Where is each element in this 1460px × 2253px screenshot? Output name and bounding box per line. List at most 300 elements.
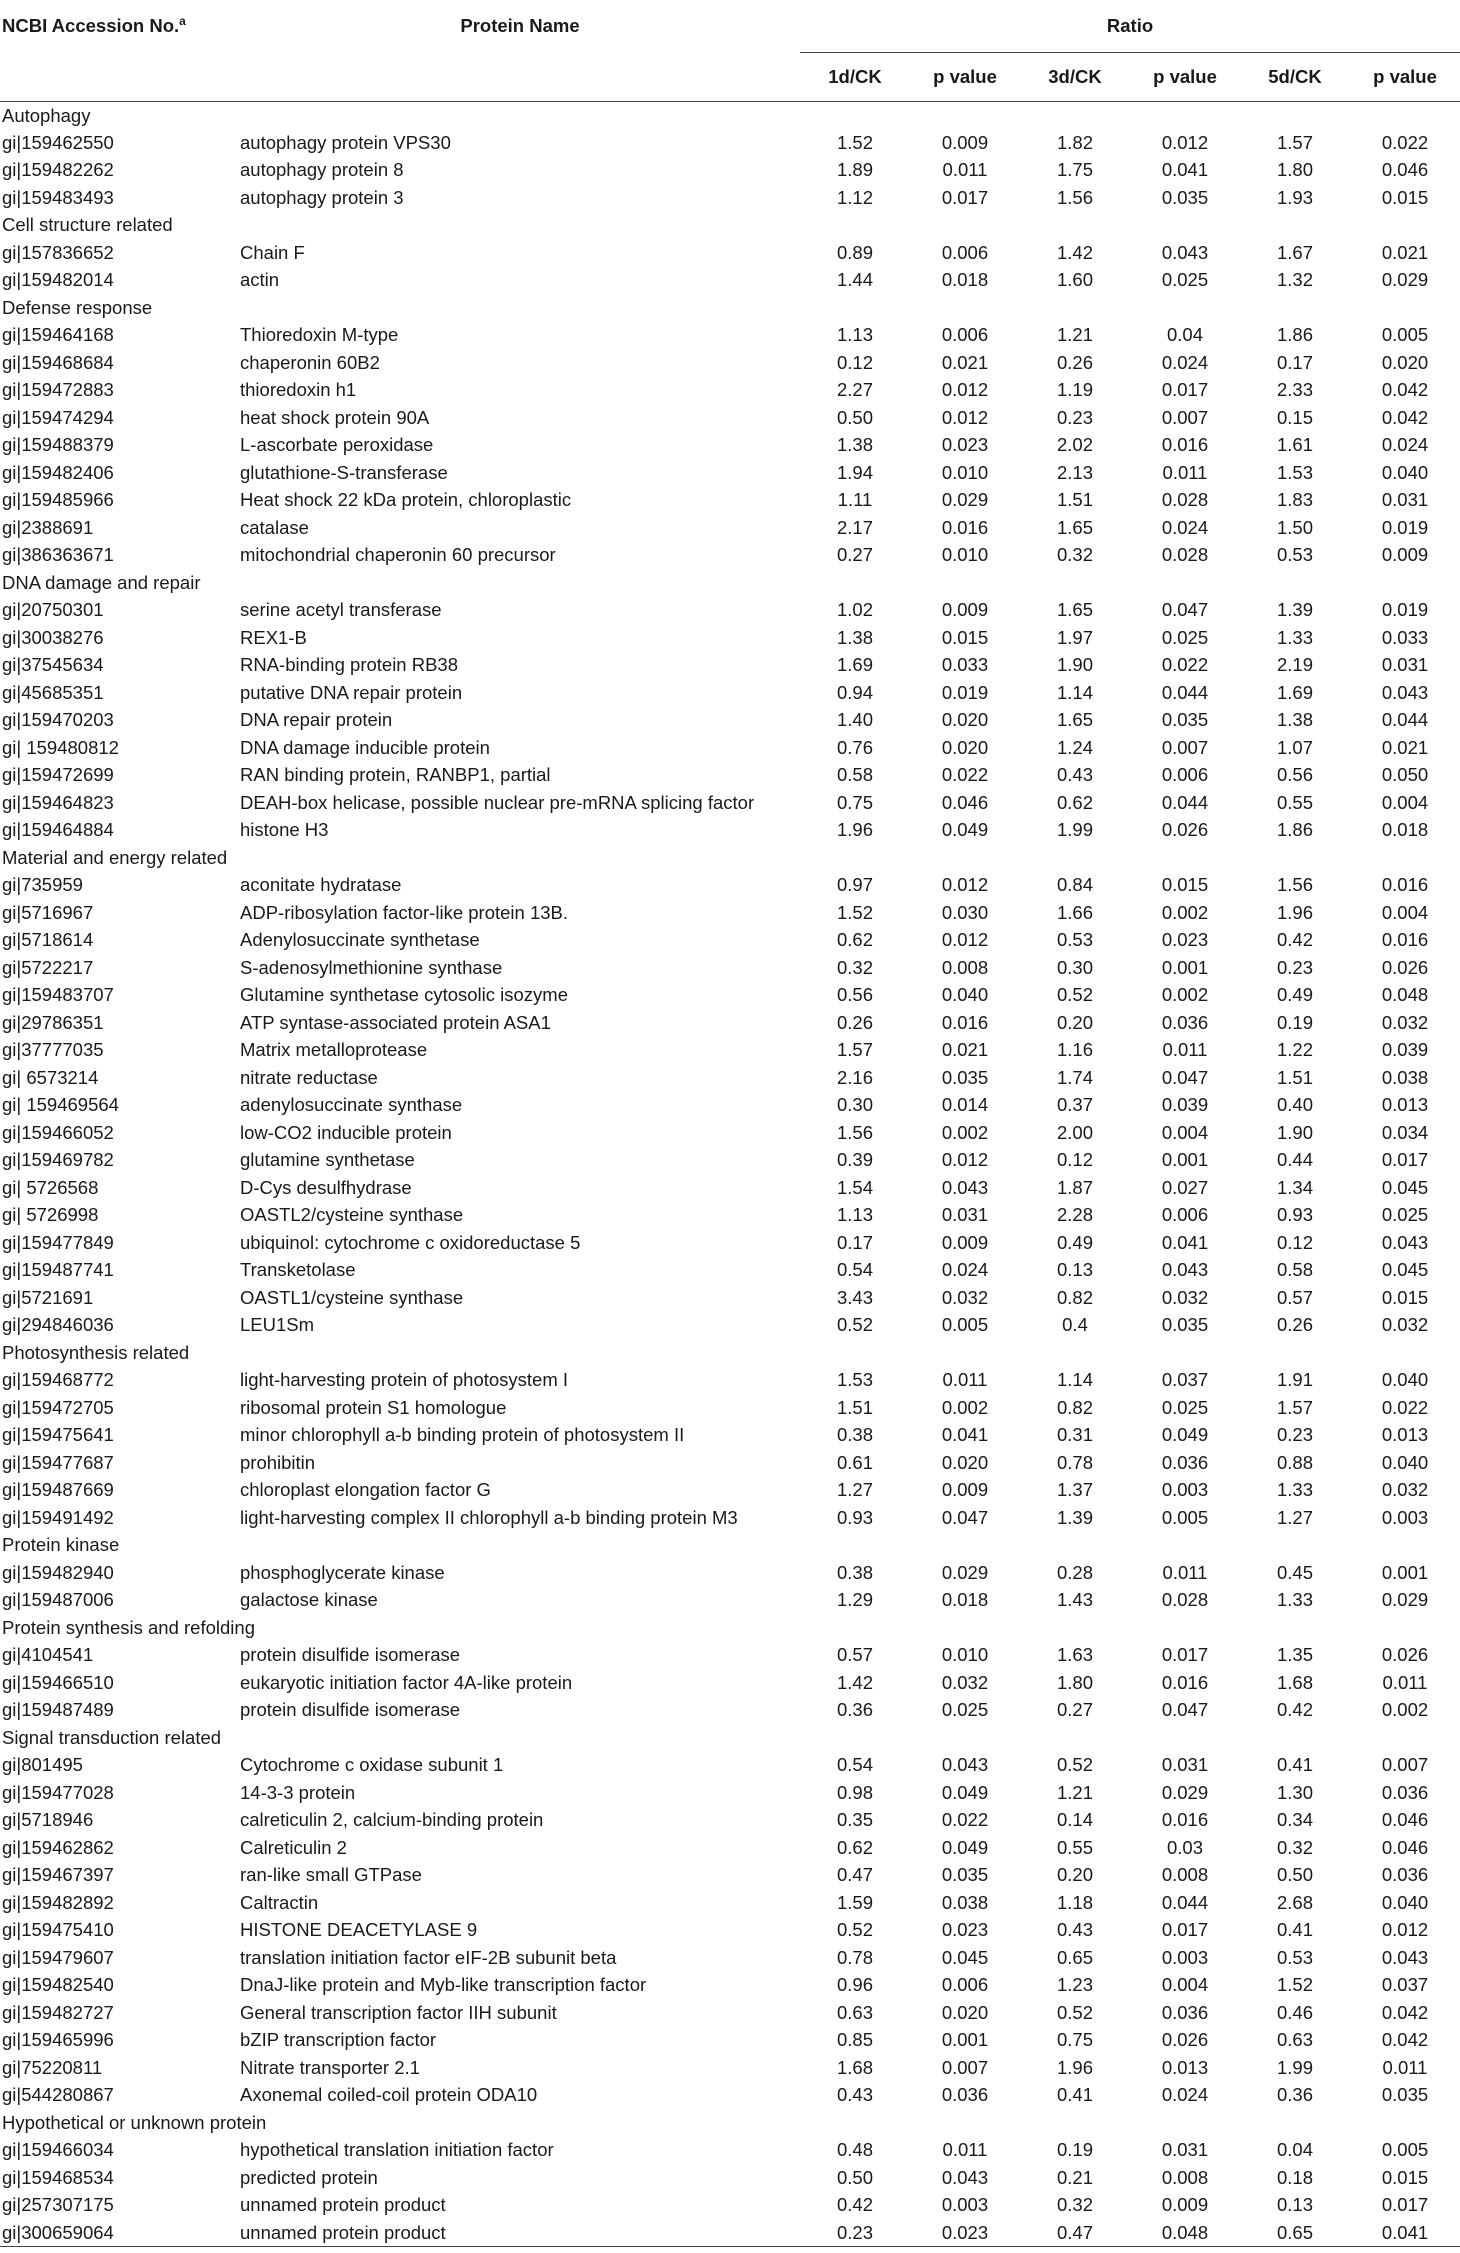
accession-cell: gi|159482727 xyxy=(2,2001,114,2023)
p-value-3d-cell: 0.004 xyxy=(1161,1121,1209,1143)
ratio-5d-cell: 2.19 xyxy=(1276,654,1313,676)
p-value-1d-cell: 0.011 xyxy=(942,1369,988,1391)
p-value-3d-cell: 0.011 xyxy=(1162,1561,1208,1583)
table-row xyxy=(0,1257,1460,1285)
table-row xyxy=(0,1587,1460,1615)
p-value-3d-cell: 0.025 xyxy=(1161,626,1209,648)
protein-name-cell: Caltractin xyxy=(240,1891,319,1913)
ratio-1d-cell: 1.56 xyxy=(836,1121,873,1143)
table-row xyxy=(0,1779,1460,1807)
accession-cell: gi|37777035 xyxy=(2,1039,104,1061)
p-value-1d-cell: 0.022 xyxy=(941,764,989,786)
accession-cell: gi|159464884 xyxy=(2,819,114,841)
category-label: Protein synthesis and refolding xyxy=(2,1616,255,1638)
ratio-1d-cell: 1.42 xyxy=(836,1671,873,1693)
table-row xyxy=(0,1559,1460,1587)
p-value-5d-cell: 0.041 xyxy=(1350,2219,1460,2247)
p-value-5d-cell: 0.013 xyxy=(1381,1094,1429,1116)
table-row xyxy=(0,624,1460,652)
p-value-5d-cell: 0.046 xyxy=(1381,1809,1429,1831)
table-row xyxy=(0,487,1460,515)
p-value-5d-cell: 0.050 xyxy=(1381,764,1429,786)
protein-name-cell: DEAH-box helicase, possible nuclear pre-mRNA splicing factor xyxy=(240,791,755,813)
p-value-3d-cell: 0.011 xyxy=(1162,461,1208,483)
accession-cell: gi|300659064 xyxy=(0,2219,240,2247)
ratio-5d-cell: 2.68 xyxy=(1276,1891,1313,1913)
ratio-1d-cell: 0.12 xyxy=(836,351,873,373)
ratio-5d-cell: 1.33 xyxy=(1276,1589,1313,1611)
p-value-1d-cell: 0.018 xyxy=(941,269,989,291)
protein-name-cell: Calreticulin 2 xyxy=(240,1836,347,1858)
ratio-1d-cell: 0.54 xyxy=(836,1259,873,1281)
p-value-5d-cell: 0.042 xyxy=(1381,379,1429,401)
ratio-5d-cell: 0.55 xyxy=(1276,791,1313,813)
ratio-5d-cell: 1.69 xyxy=(1276,681,1313,703)
ratio-1d-cell: 0.35 xyxy=(836,1809,873,1831)
p-value-5d-cell: 0.005 xyxy=(1381,2139,1429,2161)
accession-cell: gi|159482540 xyxy=(2,1974,114,1996)
ratio-3d-cell: 0.49 xyxy=(1056,1231,1093,1253)
table-row xyxy=(0,597,1460,625)
table-row xyxy=(0,2027,1460,2055)
protein-name-cell: glutathione-S-transferase xyxy=(240,461,448,483)
ratio-3d-cell: 0.53 xyxy=(1056,929,1093,951)
accession-cell: gi|159472705 xyxy=(2,1396,114,1418)
ratio-1d-cell: 1.13 xyxy=(836,1204,873,1226)
ratio-3d-cell: 0.43 xyxy=(1056,1919,1093,1941)
table-row xyxy=(0,1972,1460,2000)
p-value-3d-cell: 0.025 xyxy=(1161,1396,1209,1418)
accession-cell: gi|159468772 xyxy=(2,1369,114,1391)
p-value-1d-cell: 0.032 xyxy=(941,1671,989,1693)
protein-name-cell: protein disulfide isomerase xyxy=(240,1699,461,1721)
ratio-5d-cell: 0.45 xyxy=(1276,1561,1313,1583)
ratio-1d-cell: 1.27 xyxy=(836,1479,873,1501)
p-value-1d-cell: 0.023 xyxy=(941,1919,989,1941)
ratio-3d-cell: 1.24 xyxy=(1056,736,1093,758)
p-value-3d-cell: 0.039 xyxy=(1161,1094,1209,1116)
p-value-5d-cell: 0.017 xyxy=(1381,2194,1429,2216)
ratio-1d-cell: 1.12 xyxy=(836,186,873,208)
table-row xyxy=(0,1037,1460,1065)
ratio-1d-cell: 0.47 xyxy=(836,1864,873,1886)
table-row xyxy=(0,2137,1460,2165)
ratio-5d-cell: 0.41 xyxy=(1276,1919,1313,1941)
p-value-3d-cell: 0.007 xyxy=(1161,736,1209,758)
ratio-3d-cell: 1.42 xyxy=(1056,241,1093,263)
ratio-3d-cell: 0.14 xyxy=(1056,1809,1093,1831)
p-value-3d-cell: 0.028 xyxy=(1161,489,1209,511)
p-value-3d-cell: 0.003 xyxy=(1161,1479,1209,1501)
p-value-3d-cell: 0.049 xyxy=(1161,1424,1209,1446)
ratio-3d-cell: 0.52 xyxy=(1056,1754,1093,1776)
p-value-5d-cell: 0.021 xyxy=(1381,736,1429,758)
p-value-3d-cell: 0.017 xyxy=(1161,1919,1209,1941)
p-value-1d-cell: 0.020 xyxy=(941,709,989,731)
ratio-5d-cell: 0.42 xyxy=(1276,1699,1313,1721)
category-label: Material and energy related xyxy=(2,846,228,868)
ratio-1d-cell: 0.54 xyxy=(836,1754,873,1776)
p-value-1d-cell: 0.031 xyxy=(941,1204,989,1226)
ratio-1d-cell: 0.97 xyxy=(836,874,873,896)
ratio-1d-cell: 0.50 xyxy=(836,406,873,428)
protein-name-cell: serine acetyl transferase xyxy=(240,599,442,621)
p-value-5d-cell: 0.017 xyxy=(1381,1149,1429,1171)
ratio-5d-cell: 1.96 xyxy=(1276,901,1313,923)
ratio-3d-cell: 0.82 xyxy=(1056,1286,1093,1308)
ratio-5d-cell: 1.07 xyxy=(1276,736,1313,758)
ratio-3d-cell: 0.41 xyxy=(1056,2084,1093,2106)
p-value-1d-cell: 0.029 xyxy=(941,1561,989,1583)
ratio-3d-cell: 1.23 xyxy=(1056,1974,1093,1996)
p-value-3d-cell: 0.048 xyxy=(1130,2219,1240,2247)
ratio-3d-cell: 1.96 xyxy=(1056,2056,1093,2078)
ratio-3d-cell: 1.65 xyxy=(1056,599,1093,621)
category-row xyxy=(0,844,1460,872)
p-value-5d-cell: 0.019 xyxy=(1381,516,1429,538)
p-value-5d-cell: 0.024 xyxy=(1381,434,1429,456)
p-value-1d-cell: 0.023 xyxy=(941,434,989,456)
p-value-1d-cell: 0.008 xyxy=(941,956,989,978)
p-value-5d-cell: 0.043 xyxy=(1381,1946,1429,1968)
p-value-1d-cell: 0.002 xyxy=(941,1396,989,1418)
accession-cell: gi|735959 xyxy=(2,874,83,896)
p-value-3d-cell: 0.035 xyxy=(1161,186,1209,208)
table-row xyxy=(0,817,1460,845)
ratio-5d-cell: 1.61 xyxy=(1276,434,1313,456)
table-row xyxy=(0,432,1460,460)
ratio-1d-cell: 0.62 xyxy=(836,929,873,951)
protein-name-cell: ubiquinol: cytochrome c oxidoreductase 5 xyxy=(240,1231,581,1253)
protein-name-cell: phosphoglycerate kinase xyxy=(240,1561,445,1583)
ratio-3d-cell: 0.32 xyxy=(1056,544,1093,566)
ratio-5d-cell: 1.68 xyxy=(1276,1671,1313,1693)
p-value-1d-cell: 0.035 xyxy=(941,1864,989,1886)
category-row xyxy=(0,1532,1460,1560)
accession-cell: gi|257307175 xyxy=(2,2194,114,2216)
ratio-3d-cell: 0.20 xyxy=(1056,1864,1093,1886)
protein-name-cell: RNA-binding protein RB38 xyxy=(240,654,459,676)
protein-name-cell: General transcription factor IIH subunit xyxy=(240,2001,557,2023)
ratio-5d-cell: 1.67 xyxy=(1276,241,1313,263)
ratio-5d-cell: 0.49 xyxy=(1276,984,1313,1006)
table-row xyxy=(0,184,1460,212)
p-value-5d-cell: 0.020 xyxy=(1381,351,1429,373)
p-value-3d-cell: 0.017 xyxy=(1161,1644,1209,1666)
ratio-5d-cell: 0.12 xyxy=(1276,1231,1313,1253)
ratio-3d-cell: 1.39 xyxy=(1056,1506,1093,1528)
ratio-1d-cell: 0.26 xyxy=(836,1011,873,1033)
p-value-1d-cell: 0.025 xyxy=(941,1699,989,1721)
p-value-5d-cell: 0.007 xyxy=(1381,1754,1429,1776)
ratio-1d-cell: 1.40 xyxy=(836,709,873,731)
accession-cell: gi|5716967 xyxy=(2,901,94,923)
p-value-5d-cell: 0.004 xyxy=(1381,791,1429,813)
accession-cell: gi| 5726998 xyxy=(2,1204,99,1226)
p-value-5d-cell: 0.015 xyxy=(1381,186,1429,208)
p-value-3d-cell: 0.041 xyxy=(1161,159,1209,181)
table-row xyxy=(0,872,1460,900)
accession-cell: gi|159488379 xyxy=(2,434,114,456)
p-value-5d-cell: 0.039 xyxy=(1381,1039,1429,1061)
accession-footnote-marker: a xyxy=(179,14,186,29)
accession-cell: gi|159468534 xyxy=(2,2166,114,2188)
col-header-p1: p value xyxy=(910,53,1020,102)
p-value-3d-cell: 0.003 xyxy=(1161,1946,1209,1968)
ratio-3d-cell: 1.97 xyxy=(1056,626,1093,648)
accession-cell: gi|2388691 xyxy=(2,516,94,538)
category-label: Signal transduction related xyxy=(2,1726,222,1748)
ratio-5d-cell: 1.90 xyxy=(1276,1121,1313,1143)
ratio-5d-cell: 1.39 xyxy=(1276,599,1313,621)
ratio-1d-cell: 0.38 xyxy=(836,1424,873,1446)
ratio-header-label: Ratio xyxy=(1106,15,1154,36)
table-row xyxy=(0,1202,1460,1230)
protein-name-cell: adenylosuccinate synthase xyxy=(240,1094,463,1116)
table-row xyxy=(0,1504,1460,1532)
p-value-1d-cell: 0.035 xyxy=(941,1066,989,1088)
header-spacer-2 xyxy=(240,53,800,102)
p-value-1d-cell: 0.012 xyxy=(941,929,989,951)
category-row xyxy=(0,294,1460,322)
ratio-5d-cell: 0.18 xyxy=(1276,2166,1313,2188)
p-value-3d-cell: 0.002 xyxy=(1161,984,1209,1006)
accession-cell: gi|30038276 xyxy=(2,626,104,648)
p-value-3d-cell: 0.006 xyxy=(1161,1204,1209,1226)
p-value-3d-cell: 0.047 xyxy=(1161,599,1209,621)
p-value-3d-cell: 0.047 xyxy=(1161,1699,1209,1721)
p-value-3d-cell: 0.027 xyxy=(1161,1176,1209,1198)
p-value-5d-cell: 0.018 xyxy=(1381,819,1429,841)
p-value-5d-cell: 0.032 xyxy=(1381,1011,1429,1033)
ratio-1d-cell: 1.57 xyxy=(836,1039,873,1061)
protein-name-cell: light-harvesting complex II chlorophyll a-b binding protein M3 xyxy=(240,1506,738,1528)
p-value-1d-cell: 0.043 xyxy=(941,2166,989,2188)
table-row xyxy=(0,1119,1460,1147)
p-value-5d-cell: 0.015 xyxy=(1381,2166,1429,2188)
accession-header xyxy=(0,0,240,53)
p-value-3d-cell: 0.024 xyxy=(1161,516,1209,538)
accession-cell: gi|801495 xyxy=(2,1754,83,1776)
ratio-5d-cell: 0.50 xyxy=(1276,1864,1313,1886)
ratio-3d-cell: 1.90 xyxy=(1056,654,1093,676)
accession-cell: gi|159479607 xyxy=(2,1946,114,1968)
p-value-5d-cell: 0.029 xyxy=(1381,269,1429,291)
accession-cell: gi|159475641 xyxy=(2,1424,114,1446)
p-value-3d-cell: 0.032 xyxy=(1161,1286,1209,1308)
table-row xyxy=(0,1752,1460,1780)
p-value-5d-cell: 0.022 xyxy=(1381,131,1429,153)
accession-cell: gi|5718946 xyxy=(2,1809,94,1831)
ratio-1d-cell: 0.89 xyxy=(836,241,873,263)
ratio-5d-cell: 0.04 xyxy=(1276,2139,1313,2161)
ratio-5d-cell: 0.36 xyxy=(1276,2084,1313,2106)
protein-name-cell: Cytochrome c oxidase subunit 1 xyxy=(240,1754,504,1776)
protein-name-cell: autophagy protein VPS30 xyxy=(240,131,451,153)
category-row xyxy=(0,102,1460,130)
p-value-1d-cell: 0.029 xyxy=(941,489,989,511)
p-value-1d-cell: 0.022 xyxy=(941,1809,989,1831)
p-value-3d-cell: 0.028 xyxy=(1161,544,1209,566)
ratio-5d-cell: 1.57 xyxy=(1276,1396,1313,1418)
ratio-1d-cell: 0.96 xyxy=(836,1974,873,1996)
accession-cell: gi|159477687 xyxy=(2,1451,114,1473)
p-value-5d-cell: 0.026 xyxy=(1381,956,1429,978)
p-value-3d-cell: 0.026 xyxy=(1161,2029,1209,2051)
ratio-5d-cell: 1.38 xyxy=(1276,709,1313,731)
p-value-5d-cell: 0.040 xyxy=(1381,1891,1429,1913)
p-value-3d-cell: 0.03 xyxy=(1166,1836,1203,1858)
table-row xyxy=(0,1312,1460,1340)
p-value-1d-cell: 0.038 xyxy=(941,1891,989,1913)
table-row xyxy=(0,707,1460,735)
ratio-3d-cell: 0.30 xyxy=(1056,956,1093,978)
ratio-3d-cell: 1.18 xyxy=(1056,1891,1093,1913)
p-value-1d-cell: 0.009 xyxy=(941,131,989,153)
p-value-5d-cell: 0.038 xyxy=(1381,1066,1429,1088)
accession-cell: gi|159482262 xyxy=(2,159,114,181)
table-row xyxy=(0,404,1460,432)
protein-name-cell: unnamed protein product xyxy=(240,2219,800,2247)
accession-cell: gi|159474294 xyxy=(2,406,114,428)
p-value-3d-cell: 0.009 xyxy=(1161,2194,1209,2216)
table-row xyxy=(0,789,1460,817)
p-value-5d-cell: 0.002 xyxy=(1381,1699,1429,1721)
ratio-3d-cell: 0.23 xyxy=(1056,406,1093,428)
ratio-1d-cell: 1.38 xyxy=(836,434,873,456)
ratio-1d-cell: 1.11 xyxy=(837,489,873,511)
ratio-5d-cell: 1.57 xyxy=(1276,131,1313,153)
table-body xyxy=(0,102,1460,2247)
ratio-1d-cell: 1.69 xyxy=(836,654,873,676)
category-label: Hypothetical or unknown protein xyxy=(2,2111,267,2133)
p-value-1d-cell: 0.006 xyxy=(941,241,989,263)
protein-name-cell: 14-3-3 protein xyxy=(240,1781,356,1803)
p-value-1d-cell: 0.016 xyxy=(941,1011,989,1033)
p-value-1d-cell: 0.040 xyxy=(941,984,989,1006)
ratio-1d-cell: 0.98 xyxy=(836,1781,873,1803)
ratio-1d-cell: 0.58 xyxy=(836,764,873,786)
table-row xyxy=(0,1422,1460,1450)
ratio-5d-cell: 1.34 xyxy=(1276,1176,1313,1198)
protein-name-cell: Matrix metalloprotease xyxy=(240,1039,428,1061)
p-value-5d-cell: 0.004 xyxy=(1381,901,1429,923)
protein-name-cell: autophagy protein 8 xyxy=(240,159,404,181)
ratio-5d-cell: 0.34 xyxy=(1276,1809,1313,1831)
p-value-3d-cell: 0.043 xyxy=(1161,241,1209,263)
ratio-3d-cell: 1.21 xyxy=(1056,324,1093,346)
table-row xyxy=(0,1669,1460,1697)
accession-cell: gi|294846036 xyxy=(2,1314,114,1336)
protein-name-cell: aconitate hydratase xyxy=(240,874,402,896)
p-value-5d-cell: 0.044 xyxy=(1381,709,1429,731)
accession-cell: gi|159487006 xyxy=(2,1589,114,1611)
p-value-3d-cell: 0.04 xyxy=(1166,324,1203,346)
ratio-3d-cell: 0.28 xyxy=(1056,1561,1093,1583)
accession-cell: gi|159468684 xyxy=(2,351,114,373)
p-value-5d-cell: 0.003 xyxy=(1381,1506,1429,1528)
ratio-5d-cell: 1.86 xyxy=(1276,819,1313,841)
ratio-5d-cell: 1.99 xyxy=(1276,2056,1313,2078)
p-value-1d-cell: 0.009 xyxy=(941,1231,989,1253)
p-value-3d-cell: 0.002 xyxy=(1161,901,1209,923)
table-row xyxy=(0,2164,1460,2192)
table-row xyxy=(0,267,1460,295)
p-value-1d-cell: 0.001 xyxy=(941,2029,989,2051)
table-row xyxy=(0,927,1460,955)
ratio-3d-cell: 1.99 xyxy=(1056,819,1093,841)
p-value-3d-cell: 0.036 xyxy=(1161,1011,1209,1033)
p-value-1d-cell: 0.049 xyxy=(941,1836,989,1858)
p-value-5d-cell: 0.001 xyxy=(1381,1561,1429,1583)
ratio-5d-cell: 1.33 xyxy=(1276,1479,1313,1501)
ratio-3d-cell: 1.16 xyxy=(1056,1039,1093,1061)
ratio-1d-cell: 1.52 xyxy=(836,131,873,153)
ratio-1d-cell: 1.44 xyxy=(836,269,873,291)
ratio-3d-cell: 0.13 xyxy=(1056,1259,1093,1281)
protein-name-cell: thioredoxin h1 xyxy=(240,379,357,401)
ratio-1d-cell: 1.96 xyxy=(836,819,873,841)
accession-cell: gi|159470203 xyxy=(2,709,114,731)
table-row xyxy=(0,1834,1460,1862)
table-row xyxy=(0,514,1460,542)
protein-name-cell: galactose kinase xyxy=(240,1589,378,1611)
p-value-1d-cell: 0.006 xyxy=(941,324,989,346)
ratio-3d-cell: 0.82 xyxy=(1056,1396,1093,1418)
accession-cell: gi|5718614 xyxy=(2,929,94,951)
protein-name-cell: autophagy protein 3 xyxy=(240,186,404,208)
p-value-3d-cell: 0.016 xyxy=(1161,434,1209,456)
ratio-5d-cell: 1.83 xyxy=(1276,489,1313,511)
accession-cell: gi|159487669 xyxy=(2,1479,114,1501)
p-value-1d-cell: 0.021 xyxy=(941,351,989,373)
p-value-5d-cell: 0.036 xyxy=(1381,1781,1429,1803)
protein-name-cell: Glutamine synthetase cytosolic isozyme xyxy=(240,984,568,1006)
table-row xyxy=(0,1229,1460,1257)
category-row xyxy=(0,1724,1460,1752)
col-header-p5: p value xyxy=(1350,53,1460,102)
p-value-1d-cell: 0.041 xyxy=(941,1424,989,1446)
p-value-1d-cell: 0.017 xyxy=(941,186,989,208)
ratio-5d-cell: 0.46 xyxy=(1276,2001,1313,2023)
ratio-5d-cell: 1.56 xyxy=(1276,874,1313,896)
p-value-1d-cell: 0.011 xyxy=(942,2139,988,2161)
p-value-5d-cell: 0.046 xyxy=(1381,159,1429,181)
p-value-1d-cell: 0.019 xyxy=(941,681,989,703)
ratio-5d-cell: 1.52 xyxy=(1276,1974,1313,1996)
category-label: Photosynthesis related xyxy=(2,1341,190,1363)
accession-cell: gi|159485966 xyxy=(2,489,114,511)
ratio-3d-cell: 0.65 xyxy=(1056,1946,1093,1968)
protein-name-cell: translation initiation factor eIF-2B subunit beta xyxy=(240,1946,617,1968)
ratio-5d-cell: 1.35 xyxy=(1276,1644,1313,1666)
ratio-5d-cell: 1.22 xyxy=(1276,1039,1313,1061)
ratio-1d-cell: 0.63 xyxy=(836,2001,873,2023)
p-value-1d-cell: 0.047 xyxy=(941,1506,989,1528)
ratio-3d-cell: 0.32 xyxy=(1056,2194,1093,2216)
ratio-5d-cell: 1.91 xyxy=(1276,1369,1313,1391)
protein-name-cell: protein disulfide isomerase xyxy=(240,1644,461,1666)
ratio-3d-cell: 1.74 xyxy=(1056,1066,1093,1088)
p-value-3d-cell: 0.037 xyxy=(1161,1369,1209,1391)
table-row xyxy=(0,322,1460,350)
p-value-1d-cell: 0.045 xyxy=(941,1946,989,1968)
p-value-5d-cell: 0.025 xyxy=(1381,1204,1429,1226)
ratio-5d-cell: 1.33 xyxy=(1276,626,1313,648)
ratio-5d-cell: 0.17 xyxy=(1276,351,1313,373)
ratio-5d-cell: 0.56 xyxy=(1276,764,1313,786)
table-row xyxy=(0,1147,1460,1175)
